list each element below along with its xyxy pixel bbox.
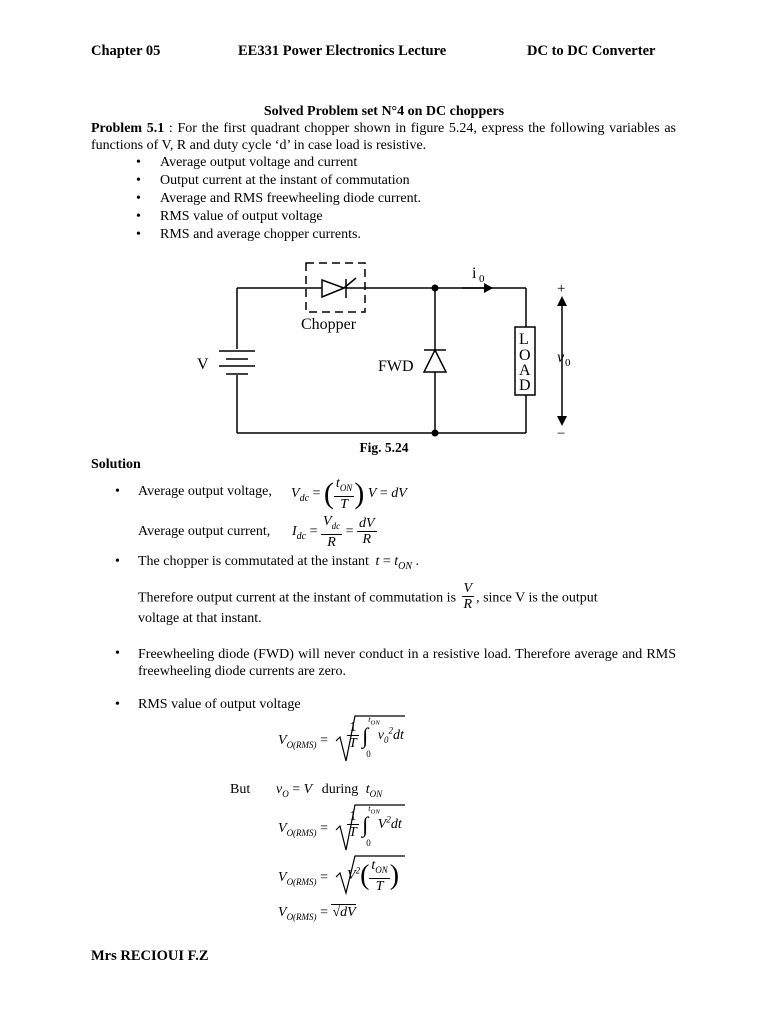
rms-label: RMS value of output voltage: [138, 697, 301, 712]
problem-statement: [91, 120, 676, 154]
vout-label: v: [557, 349, 565, 366]
bullet: •: [115, 697, 120, 712]
rms-formula-2: $V_{O(RMS)}$ =: [278, 821, 328, 838]
commutation-line1-tail: , since V is the output: [476, 590, 598, 606]
commutation-line2: voltage at that instant.: [138, 611, 262, 626]
bullet: •: [115, 554, 120, 569]
footer-author: Mrs RECIOUI F.Z: [91, 948, 209, 964]
list-item: • RMS value of output voltage: [136, 208, 421, 226]
vo-equals-v: $v_O = V$ during $t_{ON}$: [276, 782, 383, 799]
during-label: during: [321, 782, 359, 797]
solution-heading: Solution: [91, 457, 141, 472]
list-item: • Average output voltage and current: [136, 154, 421, 172]
rms-formula-4: $V_{O(RMS)} = √dV$: [278, 905, 356, 922]
load-letter: A: [519, 362, 531, 379]
avg-current-label: Average output current,: [138, 524, 271, 539]
problem-set-title: Solved Problem set N°4 on DC choppers: [263, 104, 505, 119]
header-topic: DC to DC Converter: [527, 43, 656, 59]
problem-text: : For the first quadrant chopper shown in figure 5.24, express the following variables as functions of V, R and duty cycle ‘d’ in case load is resistive.: [91, 121, 676, 153]
commutation-line1-text: Therefore output current at the instant of commutation is: [138, 590, 457, 606]
problem-label: Problem 5.1: [91, 121, 165, 136]
current-subscript: 0: [479, 273, 485, 285]
minus-label: −: [557, 426, 566, 442]
diode-label: FWD: [378, 358, 414, 375]
current-label: i: [472, 265, 477, 282]
load-letter: D: [519, 377, 531, 394]
header-course: EE331 Power Electronics Lecture: [238, 43, 447, 59]
figure-caption: Fig. 5.24: [359, 440, 409, 455]
fwd-text: Freewheeling diode (FWD) will never conduct in a resistive load. Therefore average and RMS freewheeling diode currents are zero.: [138, 647, 676, 679]
rms-formula-3-body: $V^2$( $\frac{t_{ON}}{T}$ ): [347, 858, 400, 894]
rms-formula-2-body: $\frac{1}{T}$ ∫ $t_{ON}$ 0 $V^2dt$: [349, 803, 402, 848]
source-label: V: [197, 356, 209, 373]
header-chapter: Chapter 05: [91, 43, 161, 59]
bullet: •: [115, 646, 120, 661]
load-letter: L: [519, 331, 529, 348]
avg-voltage-formula: $V_{dc}$ = ( $\frac{t_{ON}}{T}$ ) V = dV: [291, 476, 407, 512]
load-letter: O: [519, 347, 531, 364]
commutation-label: The chopper is commutated at the instant: [138, 554, 369, 569]
bullet: •: [115, 484, 120, 499]
circuit-diagram: [190, 255, 590, 445]
rms-formula-1: $V_{O(RMS)}$ =: [278, 733, 328, 750]
vout-subscript: 0: [565, 357, 571, 369]
list-item: • Average and RMS freewheeling diode current.: [136, 190, 421, 208]
avg-voltage-label: Average output voltage,: [138, 484, 272, 499]
list-item: • Output current at the instant of commutation: [136, 172, 421, 190]
plus-label: +: [557, 281, 566, 297]
problem-items: [136, 154, 421, 244]
commutation-line1: Therefore output current at the instant of commutation is $\frac{V}{R}$ , since V is the output: [138, 581, 598, 612]
list-item: • RMS and average chopper currents.: [136, 226, 421, 244]
rms-formula-1-body: $\frac{1}{T}$ ∫ $t_{ON}$ 0 $v_0^2dt$: [349, 714, 404, 759]
rms-formula-3: $V_{O(RMS)}$ =: [278, 870, 328, 887]
commutation-text: The chopper is commutated at the instant $t = t_{ON}$ .: [138, 554, 420, 572]
avg-current-formula: $I_{dc}$ = $\frac{V_{dc}}{R}$ = $\frac{dV}{R}$: [292, 514, 375, 550]
but-label: But: [230, 782, 251, 797]
chopper-label: Chopper: [301, 316, 357, 333]
